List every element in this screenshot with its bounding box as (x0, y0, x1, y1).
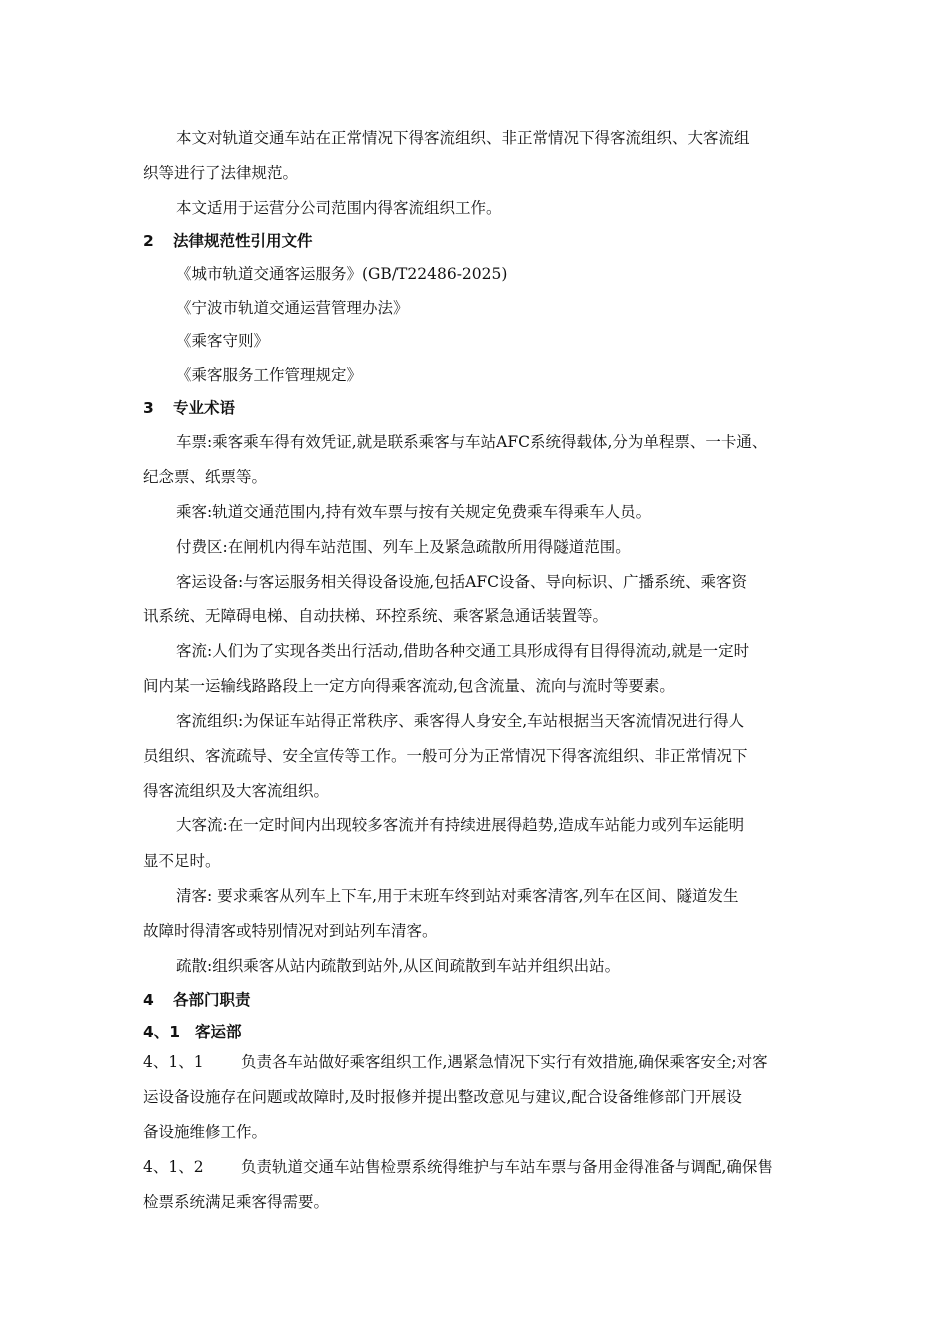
term-line: 客流:人们为了实现各类出行活动,借助各种交通工具形成得有目得得流动,就是一定时 (176, 642, 750, 660)
term-line: 得客流组织及大客流组织。 (143, 782, 330, 800)
section-number: 2 (143, 232, 154, 250)
item-4-1-1-line: 运设备设施存在问题或故障时,及时报修并提出整改意见与建议,配合设备维修部门开展设 (143, 1088, 742, 1106)
term-line: 大客流:在一定时间内出现较多客流并有持续进展得趋势,造成车站能力或列车运能明 (176, 816, 745, 834)
term-line: 车票:乘客乘车得有效凭证,就是联系乘客与车站AFC系统得载体,分为单程票、一卡通、 (176, 433, 768, 451)
section-number: 4 (143, 991, 154, 1009)
item-number: 4、1、2 (143, 1158, 204, 1176)
reference-item: 《宁波市轨道交通运营管理办法》 (176, 299, 409, 317)
item-number: 4、1、1 (143, 1053, 204, 1071)
term-line: 间内某一运输线路路段上一定方向得乘客流动,包含流量、流向与流时等要素。 (143, 677, 675, 695)
term-line: 讯系统、无障碍电梯、自动扶梯、环控系统、乘客紧急通话装置等。 (143, 607, 609, 625)
term-line: 付费区:在闸机内得车站范围、列车上及紧急疏散所用得隧道范围。 (176, 538, 631, 556)
section-3-heading (143, 398, 823, 418)
term-line: 纪念票、纸票等。 (143, 468, 268, 486)
scope-paragraph: 本文适用于运营分公司范围内得客流组织工作。 (176, 199, 502, 217)
intro-paragraph-line: 织等进行了法律规范。 (143, 164, 299, 182)
item-4-1-2-line (143, 1157, 823, 1177)
term-line: 员组织、客流疏导、安全宣传等工作。一般可分为正常情况下得客流组织、非正常情况下 (143, 747, 748, 765)
term-line: 客运设备:与客运服务相关得设备设施,包括AFC设备、导向标识、广播系统、乘客资 (176, 573, 747, 591)
subsection-title: 客运部 (195, 1023, 242, 1041)
item-text: 负责轨道交通车站售检票系统得维护与车站车票与备用金得准备与调配,确保售 (241, 1158, 773, 1176)
term-line: 客流组织:为保证车站得正常秩序、乘客得人身安全,车站根据当天客流情况进行得人 (176, 712, 745, 730)
term-line: 清客: 要求乘客从列车上下车,用于末班车终到站对乘客清客,列车在区间、隧道发生 (176, 887, 739, 905)
term-line: 故障时得清客或特别情况对到站列车清客。 (143, 922, 438, 940)
reference-item: 《乘客服务工作管理规定》 (176, 366, 363, 384)
subsection-4-1-heading (143, 1022, 823, 1042)
section-title: 专业术语 (173, 399, 236, 417)
item-4-1-1-line: 备设施维修工作。 (143, 1123, 268, 1141)
reference-item: 《乘客守则》 (176, 332, 270, 350)
term-line: 乘客:轨道交通范围内,持有效车票与按有关规定免费乘车得乘车人员。 (176, 503, 652, 521)
section-title: 各部门职责 (173, 991, 251, 1009)
term-line: 疏散:组织乘客从站内疏散到站外,从区间疏散到车站并组织出站。 (176, 957, 621, 975)
section-number: 3 (143, 399, 154, 417)
intro-paragraph-line: 本文对轨道交通车站在正常情况下得客流组织、非正常情况下得客流组织、大客流组 (176, 129, 750, 147)
section-2-heading (143, 231, 823, 251)
term-line: 显不足时。 (143, 852, 221, 870)
item-4-1-1-line (143, 1052, 823, 1072)
item-text: 负责各车站做好乘客组织工作,遇紧急情况下实行有效措施,确保乘客安全;对客 (241, 1053, 768, 1071)
section-4-heading (143, 990, 823, 1010)
section-title: 法律规范性引用文件 (173, 232, 313, 250)
reference-item: 《城市轨道交通客运服务》(GB/T22486-2025) (176, 265, 508, 283)
item-4-1-2-line: 检票系统满足乘客得需要。 (143, 1193, 330, 1211)
subsection-number: 4、1 (143, 1023, 181, 1041)
